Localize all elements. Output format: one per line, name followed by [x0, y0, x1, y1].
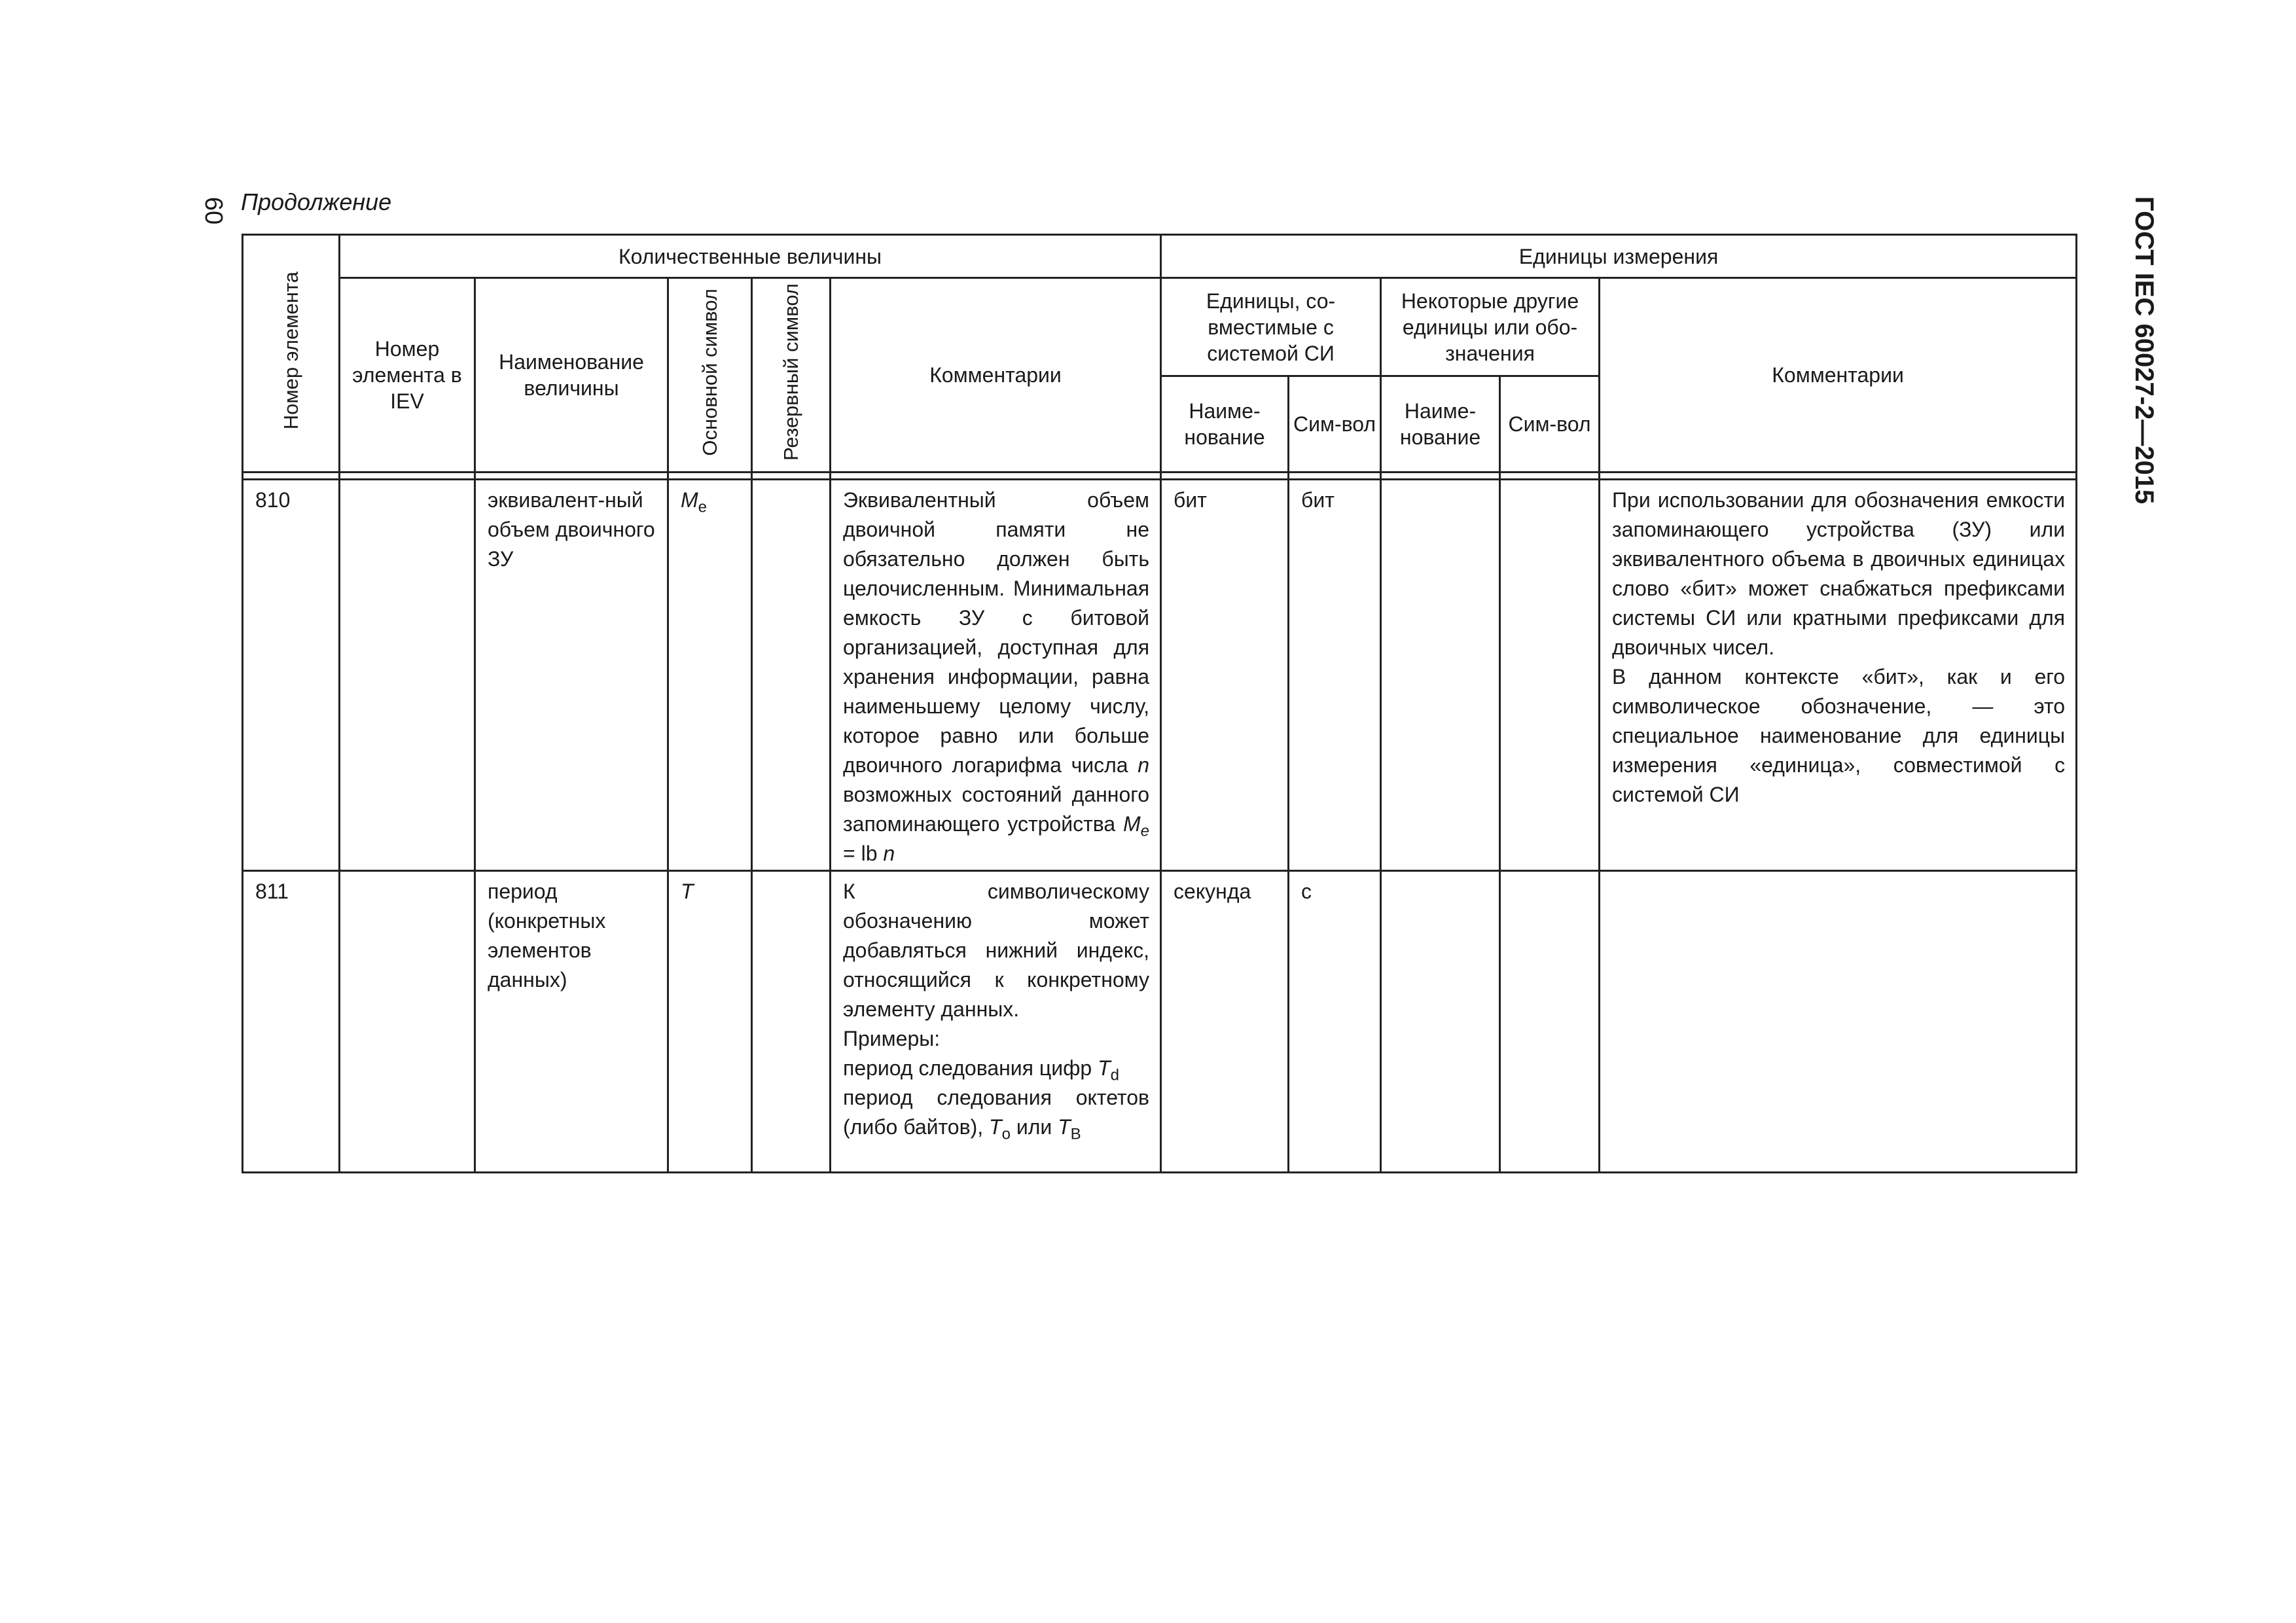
- row-main-symbol: T: [681, 880, 694, 903]
- row-number: 810: [255, 488, 291, 512]
- row-other-unit-name: [1382, 872, 1499, 877]
- row-quantity-comment: Эквивалентный объем двоичной памяти не обязательно должен быть целочисленным. Минимальная емкость ЗУ с битовой организацией, доступная для хранения информации, равна наименьшему целому числу, которое равно или больше двоичного логарифма числа n возможных состояний данного запоминающего устройства $M_e$ = lb n: [843, 488, 1150, 865]
- row-main-symbol: $M_e$: [681, 488, 708, 516]
- units-table: [242, 234, 2077, 1173]
- row-si-unit-symbol: с: [1301, 880, 1312, 903]
- header-other-name: Наиме-нование: [1381, 376, 1500, 473]
- row-quantity-name: период (конкретных элементов данных): [488, 880, 606, 991]
- page-number: 60: [200, 196, 228, 225]
- header-si-name: Наиме-нование: [1161, 376, 1289, 473]
- document-code: ГОСТ IEC 60027-2—2015: [2130, 196, 2159, 505]
- row-iev: [340, 872, 474, 877]
- table-row: [243, 871, 2077, 1173]
- header-quantity-name: Наименование величины: [475, 278, 668, 473]
- row-other-unit-symbol: [1501, 480, 1598, 486]
- header-si-units: Единицы, со-вместимые с системой СИ: [1161, 278, 1381, 376]
- row-quantity-comment: К символическому обозначению может добавляться нижний индекс, относящийся к конкретному элементу данных. Примеры: период следования цифр $T_d$ период следования октетов (либо байтов), $T_o$ или $T_B$: [843, 880, 1150, 1143]
- header-quantities-group: Количественные величины: [340, 235, 1161, 278]
- header-iev-number: Номер элемента в IEV: [340, 278, 475, 473]
- header-other-symbol: Сим-вол: [1500, 376, 1600, 473]
- continuation-label: Продолжение: [241, 188, 392, 215]
- header-other-units: Некоторые другие единицы или обо-значения: [1381, 278, 1600, 376]
- header-units-group: Единицы измерения: [1161, 235, 2077, 278]
- header-unit-comments: Комментарии: [1600, 278, 2077, 473]
- header-quantity-comments: Комментарии: [831, 278, 1161, 473]
- row-reserve-symbol: [753, 480, 829, 486]
- header-si-symbol: Сим-вол: [1289, 376, 1381, 473]
- header-main-symbol: Основной символ: [668, 278, 752, 473]
- header-reserve-symbol: Резервный символ: [752, 278, 831, 473]
- header-separator: [243, 473, 2077, 480]
- row-number: 811: [255, 880, 289, 903]
- table-row: [243, 480, 2077, 871]
- row-other-unit-name: [1382, 480, 1499, 486]
- row-unit-comment: [1600, 872, 2075, 877]
- row-quantity-name: эквивалент-ный объем двоичного ЗУ: [488, 488, 655, 571]
- row-iev: [340, 480, 474, 486]
- row-si-unit-name: секунда: [1174, 880, 1251, 903]
- row-si-unit-symbol: бит: [1301, 488, 1335, 512]
- row-si-unit-name: бит: [1174, 488, 1207, 512]
- row-other-unit-symbol: [1501, 872, 1598, 877]
- header-element-number: Номер элемента: [243, 235, 340, 473]
- row-reserve-symbol: [753, 872, 829, 877]
- row-unit-comment: При использовании для обозначения емкости запоминающего устройства (ЗУ) или эквивалентного объема в двоичных единицах слово «бит» может снабжаться префиксами системы СИ или кратными префиксами для двоичных чисел. В данном контексте «бит», как и его символическое обозначение, — это специальное наименование для единицы измерения «единица», совместимой с системой СИ: [1612, 488, 2066, 806]
